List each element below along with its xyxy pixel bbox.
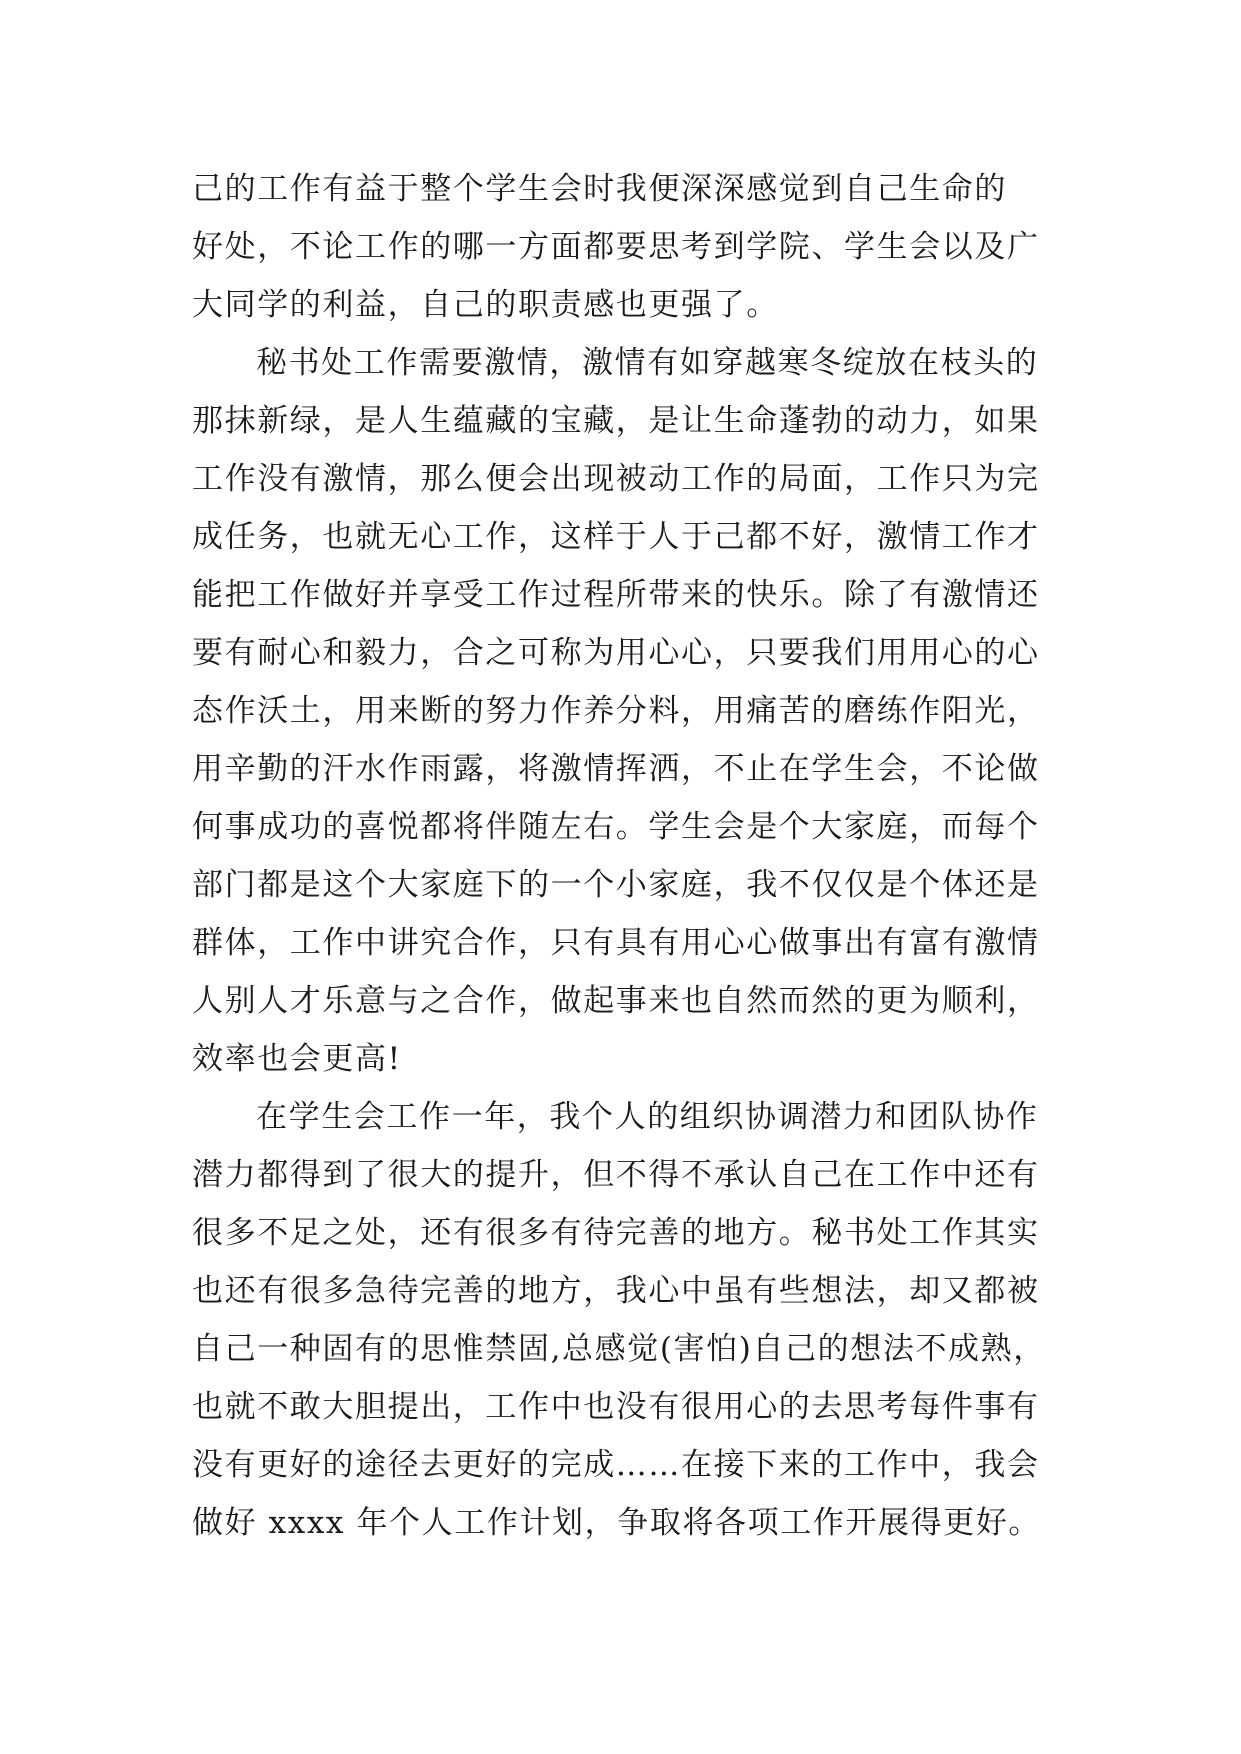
text-line: 大同学的利益，自己的职责感也更强了。 [192,287,779,323]
text-line: 部门都是这个大家庭下的一个小家庭，我不仅仅是个体还是 [192,867,1040,903]
text-line: 自己一种固有的思惟禁固,总感觉(害怕)自己的想法不成熟， [192,1331,1046,1367]
text-line: 也就不敢大胆提出，工作中也没有很用心的去思考每件事有 [192,1389,1040,1425]
text-line: 要有耐心和毅力，合之可称为用心心，只要我们用用心的心 [192,635,1040,671]
text-line: 人别人才乐意与之合作，做起事来也自然而然的更为顺利， [192,983,1040,1019]
text-line: 那抹新绿，是人生蕴藏的宝藏，是让生命蓬勃的动力，如果 [192,403,1040,439]
text-line: 群体，工作中讲究合作，只有具有用心心做事出有富有激情 [192,925,1040,961]
text-line: 没有更好的途径去更好的完成……在接下来的工作中，我会 [192,1447,1040,1483]
text-line: 做好 xxxx 年个人工作计划，争取将各项工作开展得更好。 [192,1505,1042,1541]
body-text [192,160,1072,1552]
text-line: 在学生会工作一年，我个人的组织协调潜力和团队协作 [256,1099,1039,1135]
text-line: 成任务，也就无心工作，这样于人于己都不好，激情工作才 [192,519,1040,555]
text-line: 很多不足之处，还有很多有待完善的地方。秘书处工作其实 [192,1215,1040,1251]
text-line: 也还有很多急待完善的地方，我心中虽有些想法，却又都被 [192,1273,1040,1309]
text-line: 用辛勤的汗水作雨露，将激情挥洒，不止在学生会，不论做 [192,751,1040,787]
paragraph-1 [192,160,1072,334]
text-line: 好处，不论工作的哪一方面都要思考到学院、学生会以及广 [192,229,1040,265]
text-line: 何事成功的喜悦都将伴随左右。学生会是个大家庭，而每个 [192,809,1040,845]
text-line: 己的工作有益于整个学生会时我便深深感觉到自己生命的 [192,171,1007,207]
paragraph-3 [192,1088,1072,1552]
text-line: 潜力都得到了很大的提升，但不得不承认自己在工作中还有 [192,1157,1040,1193]
text-line: 效率也会更高! [192,1041,402,1077]
text-line: 工作没有激情，那么便会出现被动工作的局面，工作只为完 [192,461,1040,497]
text-line: 秘书处工作需要激情，激情有如穿越寒冬绽放在枝头的 [256,345,1039,381]
paragraph-2 [192,334,1072,1088]
text-line: 态作沃土，用来断的努力作养分料，用痛苦的磨练作阳光， [192,693,1040,729]
text-line: 能把工作做好并享受工作过程所带来的快乐。除了有激情还 [192,577,1040,613]
